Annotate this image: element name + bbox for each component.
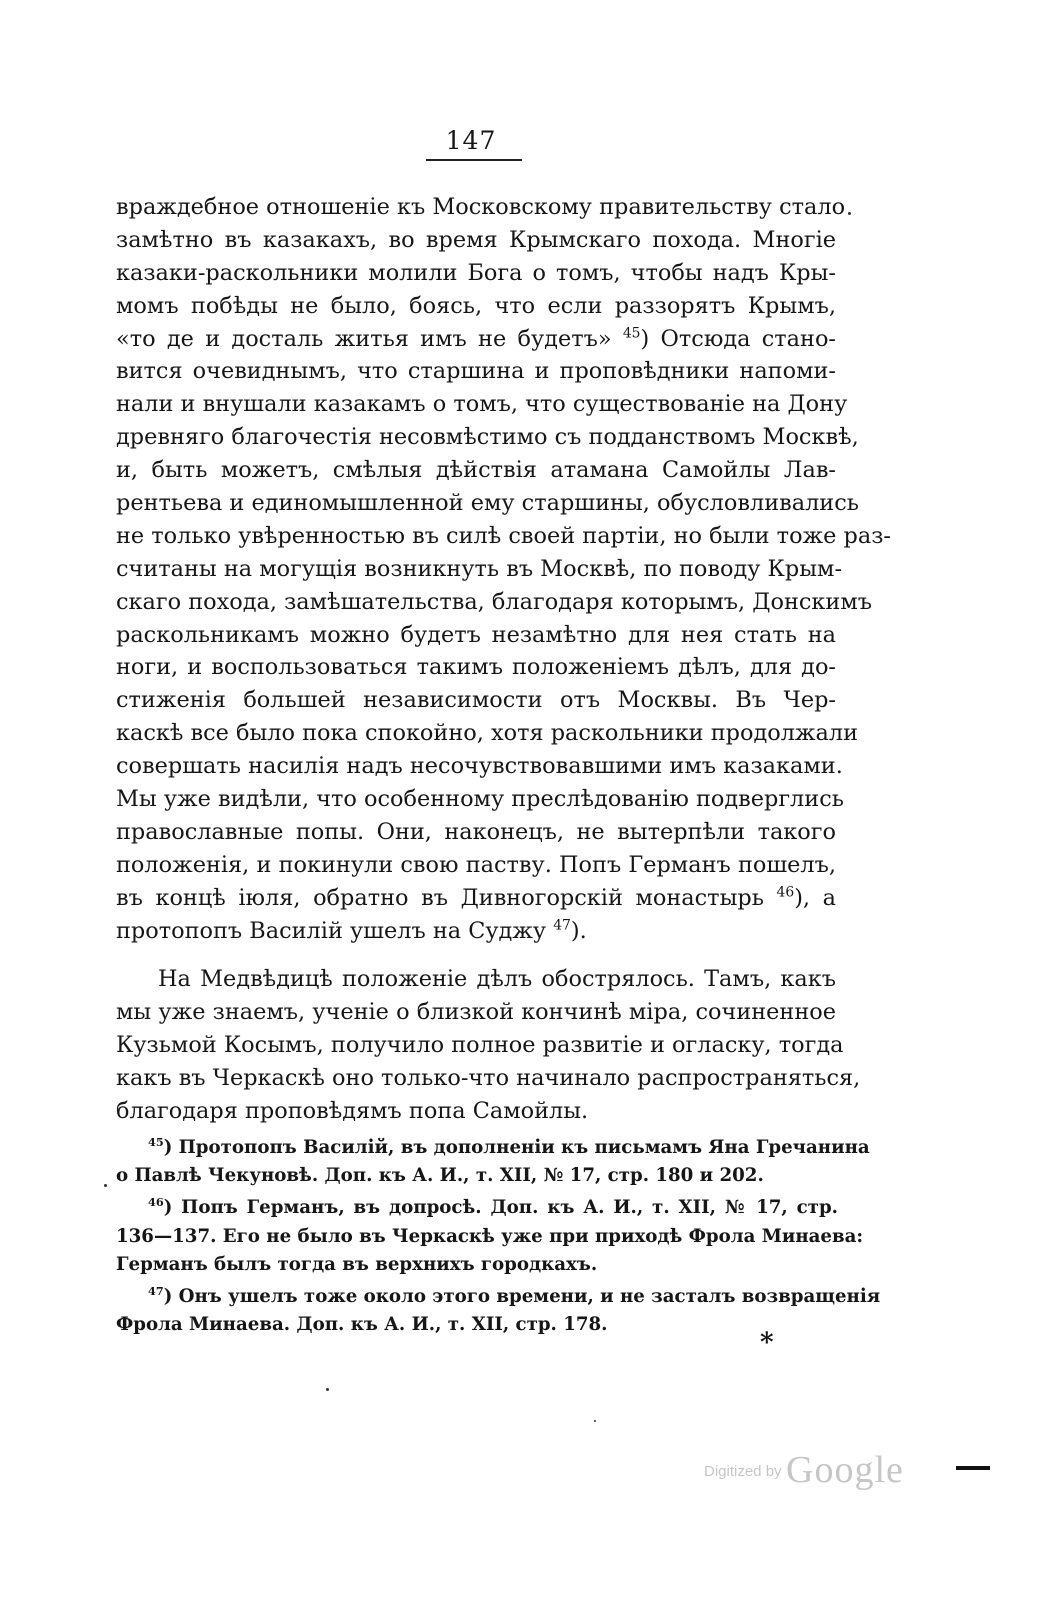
scan-speck xyxy=(848,212,851,215)
text-line: и, быть можетъ, смѣлыя дѣйствія атамана Самойлы Лав- xyxy=(116,457,836,484)
text-line: положенія, и покинули свою паству. Попъ Германъ пошелъ, xyxy=(116,851,836,878)
asterisk-mark: * xyxy=(760,1328,774,1358)
text-line: православные попы. Они, наконецъ, не вытерпѣли такого xyxy=(116,818,836,845)
google-logo: Google xyxy=(786,1449,904,1491)
footnote-line xyxy=(116,1194,838,1222)
footnote-ref: 45 xyxy=(622,325,641,342)
footnote-line: 136—137. Его не было въ Черкаскѣ уже при приходѣ Фрола Минаева: xyxy=(116,1225,864,1247)
watermark-prefix: Digitized by xyxy=(704,1463,782,1480)
text-line: ноги, и воспользоваться такимъ положеніемъ дѣлъ, для до- xyxy=(116,654,836,681)
text-line: момъ побѣды не было, боясь, что если раззорятъ Крымъ, xyxy=(116,292,836,319)
text-line: «то де и досталь житья имъ не будетъ» $^{45}$) Отсюда стано- xyxy=(116,325,836,352)
edge-dash-mark xyxy=(956,1466,990,1470)
text-line: не только увѣренностью въ силѣ своей партіи, но были тоже раз- xyxy=(116,522,891,549)
scan-speck xyxy=(104,1184,107,1187)
text-line: казаки-раскольники молили Бога о томъ, чтобы надъ Кры- xyxy=(116,259,836,286)
text-line: благодаря проповѣдямъ попа Самойлы. xyxy=(116,1098,589,1125)
text-line: мы уже знаемъ, ученіе о близкой кончинѣ міра, сочиненное xyxy=(116,999,836,1026)
text-segment: ) Попъ Германъ, въ допросѣ. Доп. къ А. И., т. XII, № 17, стр. xyxy=(163,1197,838,1219)
text-line: нали и внушали казакамъ о томъ, что существованіе на Дону xyxy=(116,391,848,418)
text-segment: «то де и досталь житья имъ не будетъ» xyxy=(116,325,612,352)
text-line: замѣтно въ казакахъ, во время Крымскаго похода. Многіе xyxy=(116,226,836,253)
footnote-line: Германъ былъ тогда въ верхнихъ городкахъ. xyxy=(116,1253,598,1275)
text-line: совершать насилія надъ несочувствовавшими имъ казаками. xyxy=(116,753,843,780)
footnote-line xyxy=(116,1134,870,1162)
scan-speck xyxy=(594,1420,596,1422)
text-line: Кузьмой Косымъ, получило полное развитіе и огласку, тогда xyxy=(116,1032,844,1059)
digitized-watermark xyxy=(704,1448,924,1498)
text-line: считаны на могущія возникнуть въ Москвѣ, по поводу Крым- xyxy=(116,555,843,582)
main-text xyxy=(116,191,891,1128)
footnote-ref: 46 xyxy=(776,884,795,901)
text-segment: протопопъ Василій ушелъ на Суджу xyxy=(116,917,547,944)
text-line: каскѣ все было пока спокойно, хотя раскольники продолжали xyxy=(116,720,859,747)
text-segment: Отсюда стано- xyxy=(660,325,836,352)
text-line xyxy=(116,915,836,948)
text-segment: въ концѣ іюля, обратно въ Дивногорскій монастырь xyxy=(116,884,764,911)
text-line: враждебное отношеніе къ Московскому правительству стало xyxy=(116,194,846,220)
footnote-mark: 45 xyxy=(148,1135,164,1150)
footnote-line xyxy=(116,1283,881,1311)
footnote-mark: 47 xyxy=(148,1284,164,1299)
text-line: скаго похода, замѣшательства, благодаря которымъ, Донскимъ xyxy=(116,588,873,615)
text-line: На Медвѣдицѣ положеніе дѣлъ обострялось. Тамъ, какъ xyxy=(158,966,836,993)
text-line: древняго благочестія несовмѣстимо съ подданствомъ Москвѣ, xyxy=(116,424,859,451)
footnote-mark: 46 xyxy=(148,1195,164,1210)
paragraph-gap xyxy=(116,947,836,963)
footnote-ref: 47 xyxy=(553,917,571,934)
text-line: стиженія большей независимости отъ Москвы. Въ Чер- xyxy=(116,687,836,714)
text-line xyxy=(116,882,836,915)
scan-speck xyxy=(326,1388,329,1391)
text-line: вится очевиднымъ, что старшина и проповѣдники напоми- xyxy=(116,358,836,385)
footnotes xyxy=(116,1134,881,1339)
text-segment: ), а xyxy=(794,884,836,911)
text-segment: ) Протопопъ Василій, въ дополненіи къ письмамъ Яна Гречанина xyxy=(163,1137,870,1158)
page-number: 147 xyxy=(445,126,497,155)
text-line: раскольникамъ можно будетъ незамѣтно для нея стать на xyxy=(116,621,836,648)
footnote-line: Фрола Минаева. Доп. къ А. И., т. XII, стр. 178. xyxy=(116,1314,608,1336)
text-line: рентьева и единомышленной ему старшины, обусловливались xyxy=(116,490,859,517)
text-segment: ) Онъ ушелъ тоже около этого времени, и не засталъ возвращенія xyxy=(163,1285,881,1307)
footnote-line: о Павлѣ Чекуновѣ. Доп. къ А. И., т. XII, № 17, стр. 180 и 202. xyxy=(116,1165,764,1187)
text-segment: ). xyxy=(570,917,587,944)
text-line: какъ въ Черкаскѣ оно только-что начинало распространяться, xyxy=(116,1065,861,1092)
page-number-rule xyxy=(426,159,522,161)
text-line: Мы уже видѣли, что особенному преслѣдованію подверглись xyxy=(116,786,844,813)
